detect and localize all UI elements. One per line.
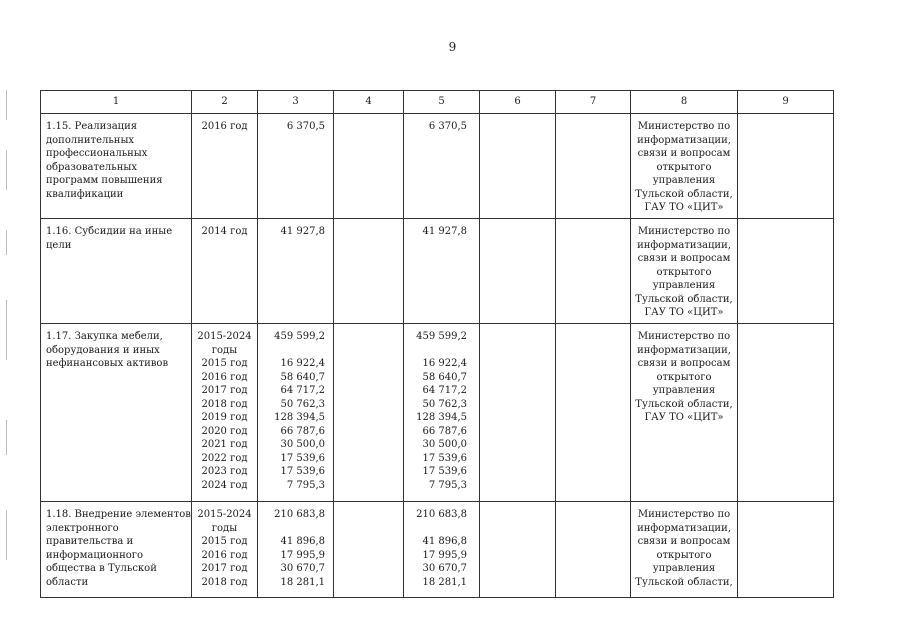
activity-name-line: 1.18. Внедрение элементов <box>46 509 191 520</box>
activity-name-line: 1.17. Закупка мебели, <box>46 331 163 342</box>
activity-name-cell <box>41 324 192 502</box>
activity-name-line: 1.15. Реализация <box>46 121 138 132</box>
executor-line: управления <box>652 175 716 186</box>
amount-value: 17 539,6 <box>422 452 467 464</box>
empty-col6-cell <box>480 114 556 219</box>
executor-line: ГАУ ТО «ЦИТ» <box>644 307 724 318</box>
amount-value: 50 762,3 <box>280 398 325 410</box>
period-line: 2023 год <box>201 466 248 477</box>
amount-col3-cell <box>258 219 334 324</box>
amount-value: 30 500,0 <box>280 439 325 450</box>
amount-value: 459 599,2 <box>416 331 467 342</box>
executor-cell <box>631 114 738 219</box>
period-cell <box>192 502 258 598</box>
period-line: 2018 год <box>201 398 248 410</box>
period-line: 2016 год <box>201 121 248 132</box>
amount-value: 66 787,6 <box>422 425 467 437</box>
activity-name-line: профессиональных <box>46 148 148 159</box>
amount-value: 16 922,4 <box>422 358 467 369</box>
amount-value: 41 896,8 <box>422 536 467 547</box>
amount-value: 41 927,8 <box>280 226 325 237</box>
empty-col6-cell <box>480 324 556 502</box>
amount-value: 6 370,5 <box>286 121 325 132</box>
executor-line: ГАУ ТО «ЦИТ» <box>644 202 724 213</box>
amount-value: 18 281,1 <box>280 576 325 588</box>
period-line: 2017 год <box>201 385 248 396</box>
table-row <box>41 114 834 219</box>
executor-line: открытого <box>656 549 712 561</box>
amount-col3-cell <box>258 324 334 502</box>
period-line: 2019 год <box>201 412 248 423</box>
amount-value: 6 370,5 <box>428 121 467 132</box>
amount-value: 459 599,2 <box>274 331 325 342</box>
period-cell <box>192 114 258 219</box>
empty-col7-cell <box>556 114 631 219</box>
amount-value: 30 670,7 <box>422 563 467 574</box>
executor-line: ГАУ ТО «ЦИТ» <box>644 412 724 423</box>
header-cell-2: 2 <box>192 91 258 114</box>
amount-col3-cell <box>258 114 334 219</box>
period-line: 2015-2024 <box>197 509 252 520</box>
amount-spacer <box>258 522 325 536</box>
amount-value: 58 640,7 <box>422 371 467 383</box>
amount-value: 30 670,7 <box>280 563 325 574</box>
activity-name-line: 1.16. Субсидии на иные <box>46 226 173 237</box>
activity-name-line: образовательных <box>46 161 137 173</box>
amount-value: 66 787,6 <box>280 425 325 437</box>
activity-name-line: цели <box>46 239 72 251</box>
period-line: 2016 год <box>201 549 248 561</box>
period-line: годы <box>211 344 238 356</box>
amount-value: 17 995,9 <box>422 549 467 561</box>
executor-line: связи и вопросам <box>637 358 731 369</box>
empty-col4-cell <box>334 324 404 502</box>
activity-name-cell <box>41 502 192 598</box>
empty-col9-cell <box>738 324 834 502</box>
amount-value: 17 995,9 <box>280 549 325 561</box>
amount-col3-cell <box>258 502 334 598</box>
empty-col4-cell <box>334 114 404 219</box>
activity-name-line: оборудования и иных <box>46 344 160 356</box>
executor-line: открытого <box>656 161 712 173</box>
amount-value: 58 640,7 <box>280 371 325 383</box>
period-line: 2015 год <box>201 358 248 369</box>
activity-name-line: области <box>46 576 89 588</box>
period-cell <box>192 219 258 324</box>
executor-line: информатизации, <box>637 344 731 356</box>
period-line: годы <box>211 522 238 534</box>
executor-cell <box>631 219 738 324</box>
amount-value: 210 683,8 <box>416 509 467 520</box>
period-line: 2020 год <box>201 425 248 437</box>
amount-value: 30 500,0 <box>422 439 467 450</box>
amount-value: 7 795,3 <box>286 479 325 491</box>
header-cell-6: 6 <box>480 91 556 114</box>
executor-line: управления <box>652 563 716 574</box>
activity-name-line: электронного <box>46 522 119 534</box>
executor-line: Министерство по <box>637 509 731 520</box>
program-activities-table <box>40 90 834 598</box>
amount-value: 128 394,5 <box>274 412 325 423</box>
amount-spacer <box>404 522 467 536</box>
amount-value: 16 922,4 <box>280 358 325 369</box>
executor-line: управления <box>652 385 716 396</box>
executor-line: информатизации, <box>637 522 731 534</box>
empty-col7-cell <box>556 324 631 502</box>
amount-value: 17 539,6 <box>422 466 467 477</box>
empty-col7-cell <box>556 502 631 598</box>
amount-value: 64 717,2 <box>280 385 325 396</box>
executor-line: открытого <box>656 371 712 383</box>
period-line: 2022 год <box>201 452 248 464</box>
executor-line: связи и вопросам <box>637 253 731 264</box>
empty-col4-cell <box>334 502 404 598</box>
executor-line: информатизации, <box>637 239 731 251</box>
period-line: 2017 год <box>201 563 248 574</box>
activity-name-line: программ повышения <box>46 175 163 186</box>
period-line: 2024 год <box>201 479 248 491</box>
page-number: 9 <box>448 40 457 54</box>
activity-name-line: квалификации <box>46 188 124 200</box>
executor-line: Министерство по <box>637 226 731 237</box>
scan-margin-marks <box>6 90 8 610</box>
period-cell <box>192 324 258 502</box>
activity-name-line: общества в Тульской <box>46 563 157 574</box>
activity-name-cell <box>41 219 192 324</box>
amount-col5-cell <box>404 324 480 502</box>
header-cell-3: 3 <box>258 91 334 114</box>
empty-col6-cell <box>480 219 556 324</box>
amount-value: 17 539,6 <box>280 452 325 464</box>
executor-cell <box>631 502 738 598</box>
amount-value: 17 539,6 <box>280 466 325 477</box>
empty-col9-cell <box>738 219 834 324</box>
period-line: 2015 год <box>201 536 248 547</box>
period-line: 2014 год <box>201 226 248 237</box>
amount-value: 50 762,3 <box>422 398 467 410</box>
amount-col5-cell <box>404 219 480 324</box>
amount-value: 64 717,2 <box>422 385 467 396</box>
activity-name-line: дополнительных <box>46 134 135 146</box>
header-cell-9: 9 <box>738 91 834 114</box>
executor-line: открытого <box>656 266 712 278</box>
header-cell-8: 8 <box>631 91 738 114</box>
activity-name-cell <box>41 114 192 219</box>
table-row <box>41 324 834 502</box>
period-line: 2016 год <box>201 371 248 383</box>
table-row <box>41 219 834 324</box>
amount-value: 41 896,8 <box>280 536 325 547</box>
executor-line: Тульской области, <box>635 188 733 200</box>
header-cell-5: 5 <box>404 91 480 114</box>
executor-line: связи и вопросам <box>637 148 731 159</box>
executor-line: связи и вопросам <box>637 536 731 547</box>
header-cell-4: 4 <box>334 91 404 114</box>
amount-value: 18 281,1 <box>422 576 467 588</box>
header-cell-7: 7 <box>556 91 631 114</box>
activity-name-line: правительства и <box>46 536 134 547</box>
amount-col5-cell <box>404 114 480 219</box>
activity-name-line: информационного <box>46 549 144 561</box>
table-header-row <box>41 91 834 114</box>
period-line: 2021 год <box>201 439 248 450</box>
empty-col9-cell <box>738 502 834 598</box>
executor-line: Тульской области, <box>635 398 733 410</box>
amount-value: 128 394,5 <box>416 412 467 423</box>
empty-col9-cell <box>738 114 834 219</box>
empty-col4-cell <box>334 219 404 324</box>
activity-name-line: нефинансовых активов <box>46 358 169 369</box>
amount-spacer <box>404 344 467 358</box>
empty-col7-cell <box>556 219 631 324</box>
amount-spacer <box>258 344 325 358</box>
period-line: 2015-2024 <box>197 331 252 342</box>
header-cell-1: 1 <box>41 91 192 114</box>
period-line: 2018 год <box>201 576 248 588</box>
executor-line: Министерство по <box>637 331 731 342</box>
executor-line: Министерство по <box>637 121 731 132</box>
executor-line: информатизации, <box>637 134 731 146</box>
amount-value: 210 683,8 <box>274 509 325 520</box>
amount-value: 41 927,8 <box>422 226 467 237</box>
executor-line: Тульской области, <box>635 293 733 305</box>
amount-col5-cell <box>404 502 480 598</box>
executor-line: управления <box>652 280 716 291</box>
executor-cell <box>631 324 738 502</box>
amount-value: 7 795,3 <box>428 479 467 491</box>
empty-col6-cell <box>480 502 556 598</box>
table-row <box>41 502 834 598</box>
executor-line: Тульской области, <box>635 576 733 588</box>
